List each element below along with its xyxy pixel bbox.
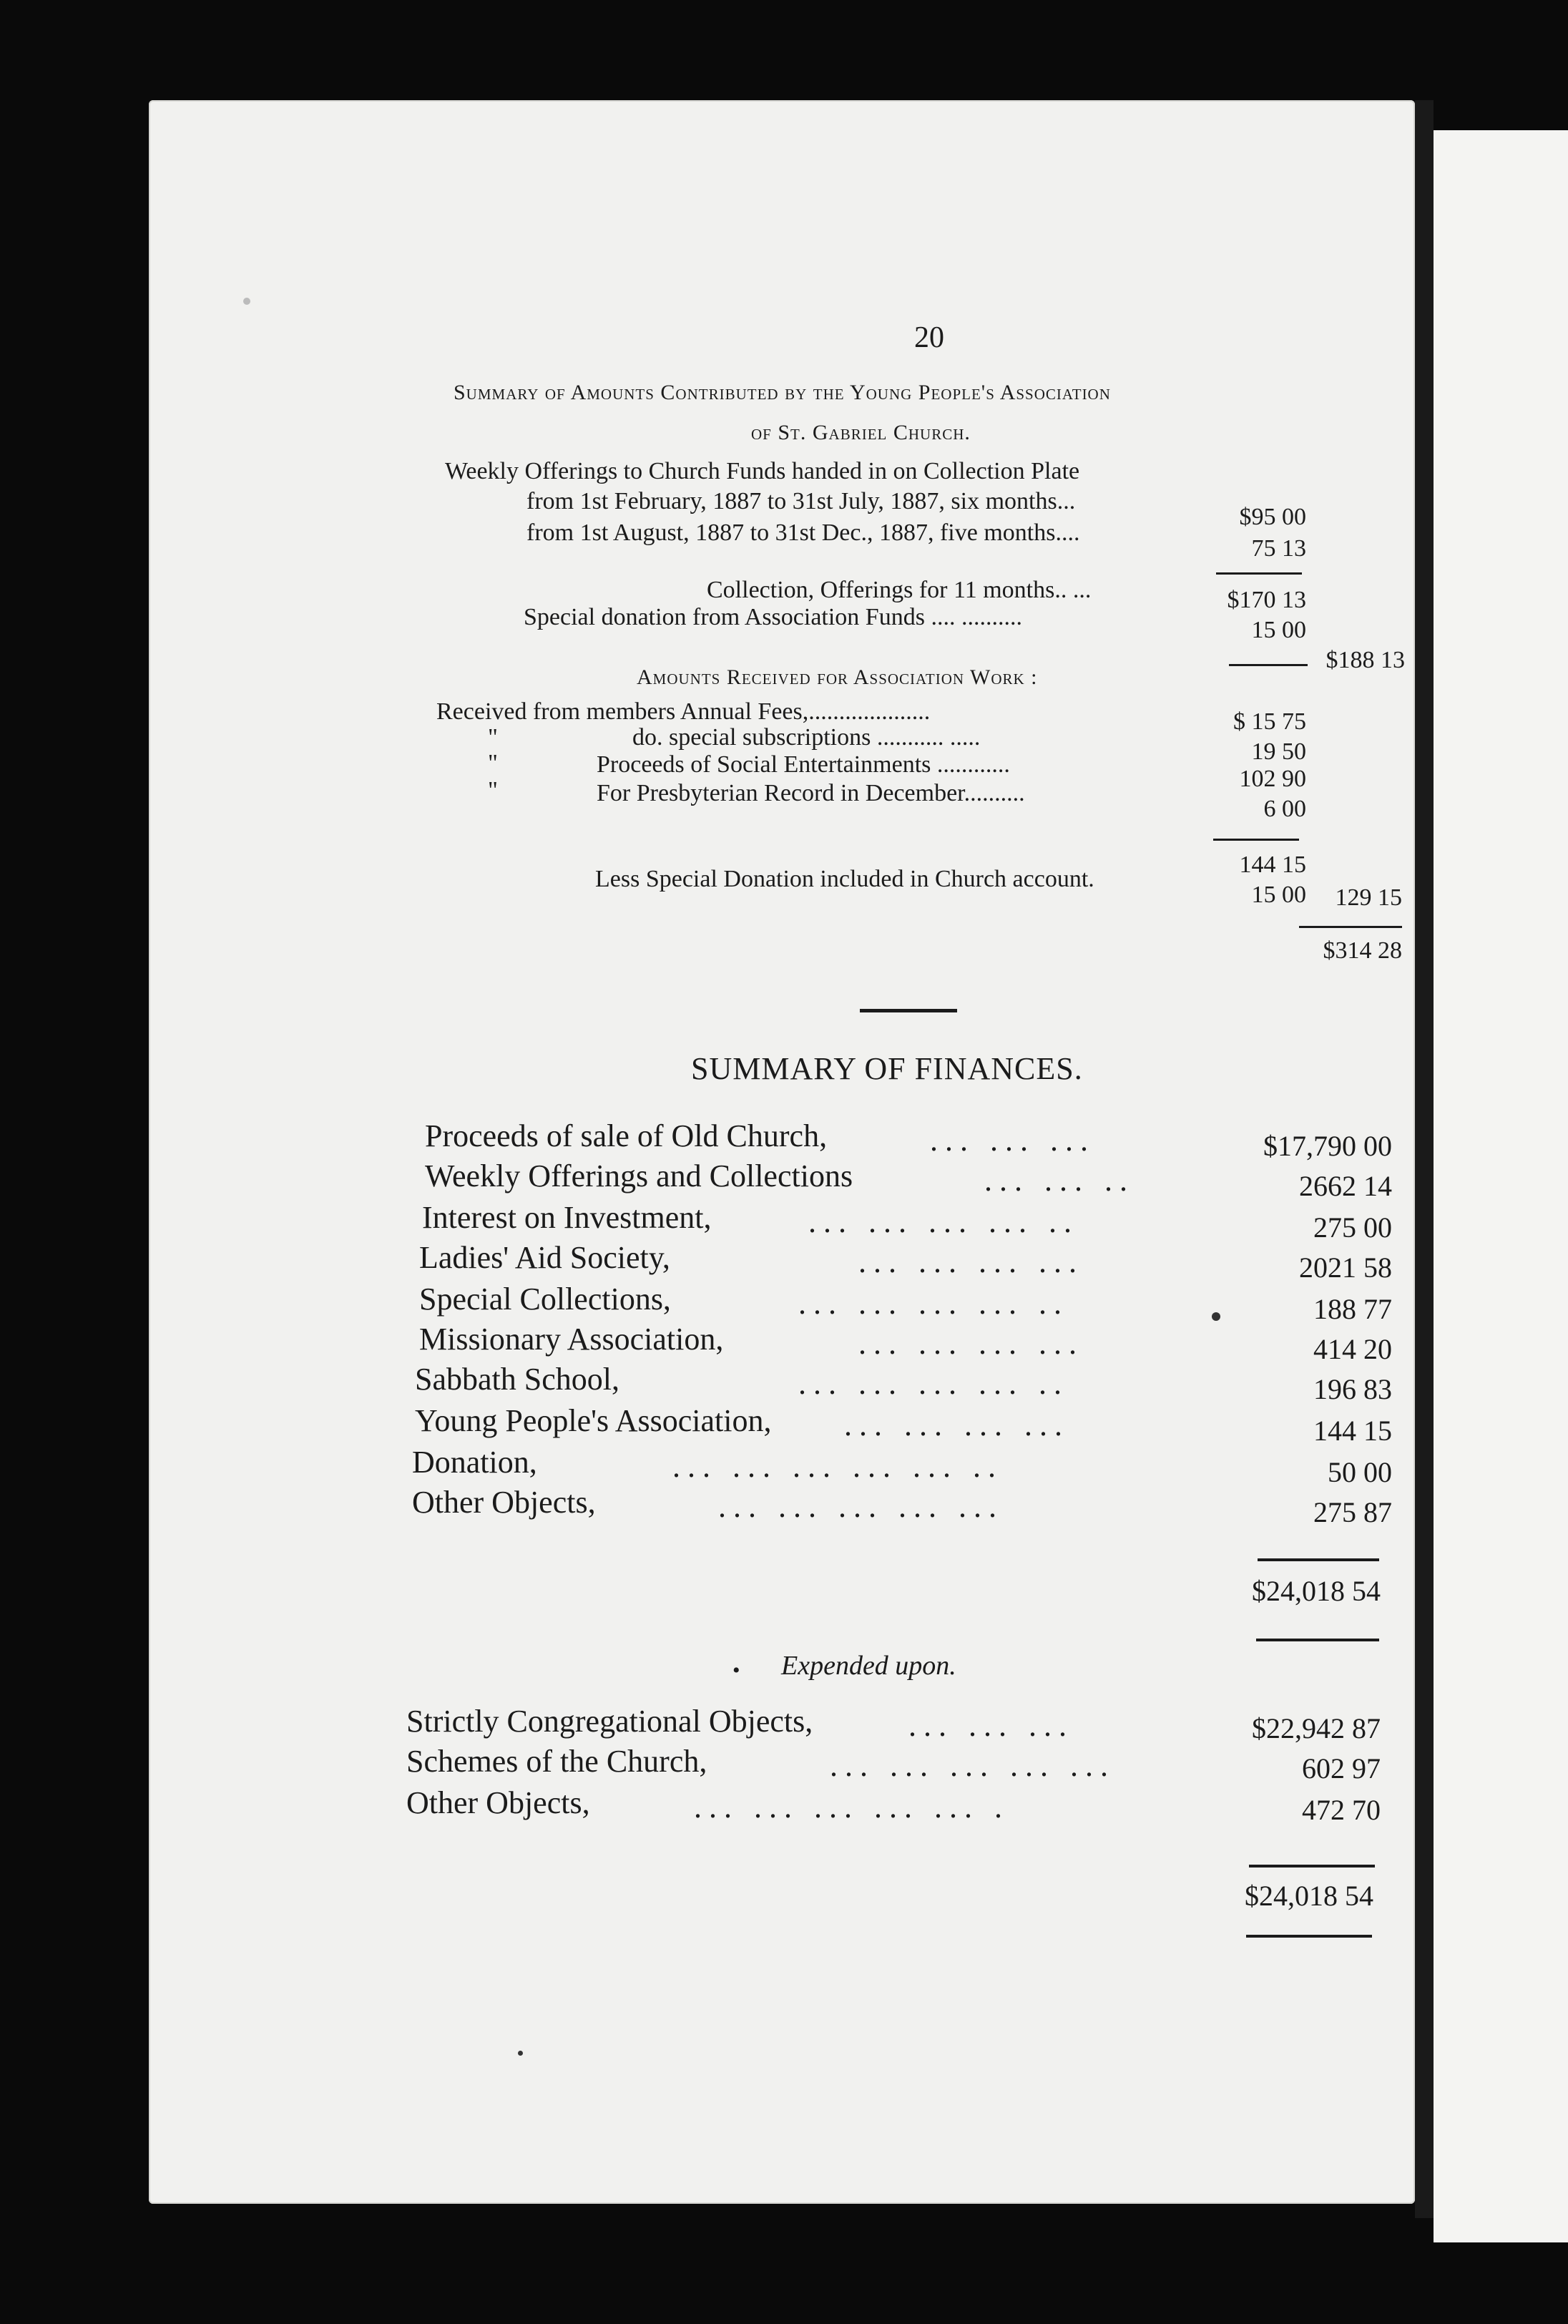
work-row-label: Proceeds of Social Entertainments ............ bbox=[597, 751, 1010, 778]
finance-row-label: Young People's Association, bbox=[415, 1403, 772, 1438]
association-title-line2: of St. Gabriel Church. bbox=[751, 421, 971, 444]
expended-row-amount: 472 70 bbox=[1302, 1794, 1381, 1826]
ditto-mark: " bbox=[488, 750, 498, 776]
finances-title: SUMMARY OF FINANCES. bbox=[691, 1051, 1083, 1086]
sum-rule bbox=[1258, 1558, 1379, 1561]
finance-row-label: Ladies' Aid Society, bbox=[419, 1240, 670, 1275]
finance-row-leader: ... ... ... ... ... bbox=[718, 1489, 1004, 1524]
assoc-row-amount: 75 13 bbox=[1251, 535, 1306, 562]
finance-row-label: Weekly Offerings and Collections bbox=[425, 1158, 853, 1193]
facing-page-edge bbox=[1434, 130, 1568, 2242]
finance-row-leader: ... ... ... ... .. bbox=[798, 1366, 1069, 1401]
page-number: 20 bbox=[914, 321, 944, 354]
association-grand-total: $314 28 bbox=[1323, 937, 1402, 964]
finance-row-leader: ... ... ... ... bbox=[844, 1407, 1069, 1442]
expended-total: $24,018 54 bbox=[1245, 1880, 1373, 1912]
finance-row-leader: ... ... .. bbox=[984, 1163, 1135, 1198]
assoc-row-label: Special donation from Association Funds .... .......... bbox=[524, 604, 1022, 630]
sum-rule bbox=[1256, 1639, 1379, 1641]
finance-row-amount: $17,790 00 bbox=[1263, 1130, 1392, 1162]
finance-row-amount: 188 77 bbox=[1313, 1293, 1392, 1325]
assoc-row-label: Collection, Offerings for 11 months.. ... bbox=[707, 577, 1092, 603]
expended-row-amount: $22,942 87 bbox=[1252, 1712, 1381, 1744]
weekly-offerings-intro: Weekly Offerings to Church Funds handed in on Collection Plate bbox=[445, 458, 1080, 484]
sum-rule bbox=[1216, 572, 1302, 575]
finance-row-amount: 50 00 bbox=[1328, 1456, 1392, 1488]
sum-rule bbox=[1246, 1935, 1372, 1938]
expended-row-label: Strictly Congregational Objects, bbox=[406, 1704, 813, 1739]
expended-title: Expended upon. bbox=[781, 1651, 956, 1681]
finance-row-label: Sabbath School, bbox=[415, 1362, 619, 1397]
section-divider bbox=[860, 1009, 957, 1012]
work-row-label: For Presbyterian Record in December.......... bbox=[597, 780, 1025, 806]
paper-speck bbox=[1212, 1312, 1220, 1321]
finance-row-label: Interest on Investment, bbox=[422, 1200, 712, 1235]
association-title-line1: Summary of Amounts Contributed by the Young People's Association bbox=[454, 381, 1111, 404]
work-sum: 144 15 bbox=[1239, 851, 1306, 878]
expended-row-leader: ... ... ... bbox=[908, 1708, 1074, 1743]
finance-row-amount: 275 87 bbox=[1313, 1496, 1392, 1528]
assoc-row-amount: $95 00 bbox=[1239, 504, 1306, 530]
work-row-amount: 6 00 bbox=[1263, 796, 1306, 822]
finances-total: $24,018 54 bbox=[1252, 1575, 1381, 1607]
finance-row-amount: 144 15 bbox=[1313, 1415, 1392, 1447]
finance-row-amount: 196 83 bbox=[1313, 1373, 1392, 1405]
finance-row-leader: ... ... ... ... ... .. bbox=[672, 1449, 1003, 1484]
finance-row-amount: 414 20 bbox=[1313, 1333, 1392, 1365]
finance-row-leader: ... ... ... ... .. bbox=[808, 1204, 1079, 1239]
finance-row-label: Other Objects, bbox=[412, 1485, 596, 1520]
finance-row-label: Proceeds of sale of Old Church, bbox=[425, 1118, 828, 1153]
assoc-row-amount: 15 00 bbox=[1251, 617, 1306, 643]
finance-row-amount: 2662 14 bbox=[1299, 1170, 1392, 1202]
expended-row-leader: ... ... ... ... ... bbox=[830, 1748, 1115, 1783]
finance-row-leader: ... ... ... ... bbox=[858, 1326, 1084, 1361]
book-spine bbox=[1415, 100, 1434, 2218]
assoc-row-amount: $170 13 bbox=[1227, 587, 1306, 613]
work-row-amount: 19 50 bbox=[1251, 738, 1306, 765]
finance-row-leader: ... ... ... bbox=[930, 1123, 1095, 1158]
work-row-amount: $ 15 75 bbox=[1233, 708, 1306, 735]
expended-row-leader: ... ... ... ... ... . bbox=[694, 1790, 1009, 1825]
work-row-label: Received from members Annual Fees,.................... bbox=[436, 698, 931, 725]
less-donation-label: Less Special Donation included in Church account. bbox=[595, 866, 1094, 892]
work-net: 129 15 bbox=[1335, 884, 1402, 911]
expended-row-label: Schemes of the Church, bbox=[406, 1744, 707, 1779]
sum-rule bbox=[1213, 839, 1299, 841]
less-donation-amount: 15 00 bbox=[1251, 882, 1306, 908]
finance-row-leader: ... ... ... ... bbox=[858, 1244, 1084, 1279]
ditto-mark: " bbox=[488, 724, 498, 751]
association-subtotal: $188 13 bbox=[1326, 647, 1405, 673]
assoc-row-label: from 1st August, 1887 to 31st Dec., 1887, five months.... bbox=[526, 519, 1080, 546]
sum-rule bbox=[1229, 664, 1308, 666]
finance-row-label: Missionary Association, bbox=[419, 1322, 724, 1357]
finance-row-label: Donation, bbox=[412, 1445, 537, 1480]
finance-row-leader: ... ... ... ... .. bbox=[798, 1286, 1069, 1321]
work-row-label: do. special subscriptions ........... ..... bbox=[632, 724, 981, 751]
work-row-amount: 102 90 bbox=[1239, 766, 1306, 792]
sum-rule bbox=[1299, 926, 1402, 928]
paper-speck bbox=[243, 298, 250, 305]
expended-row-amount: 602 97 bbox=[1302, 1752, 1381, 1784]
finance-row-amount: 2021 58 bbox=[1299, 1251, 1392, 1284]
ditto-mark: " bbox=[488, 777, 498, 804]
bullet-icon: • bbox=[732, 1659, 740, 1682]
association-work-title: Amounts Received for Association Work : bbox=[637, 665, 1038, 689]
finance-row-label: Special Collections, bbox=[419, 1281, 671, 1317]
expended-row-label: Other Objects, bbox=[406, 1785, 590, 1820]
sum-rule bbox=[1249, 1865, 1375, 1868]
finance-row-amount: 275 00 bbox=[1313, 1211, 1392, 1244]
paper-speck bbox=[518, 2051, 523, 2056]
assoc-row-label: from 1st February, 1887 to 31st July, 1887, six months... bbox=[526, 488, 1076, 514]
